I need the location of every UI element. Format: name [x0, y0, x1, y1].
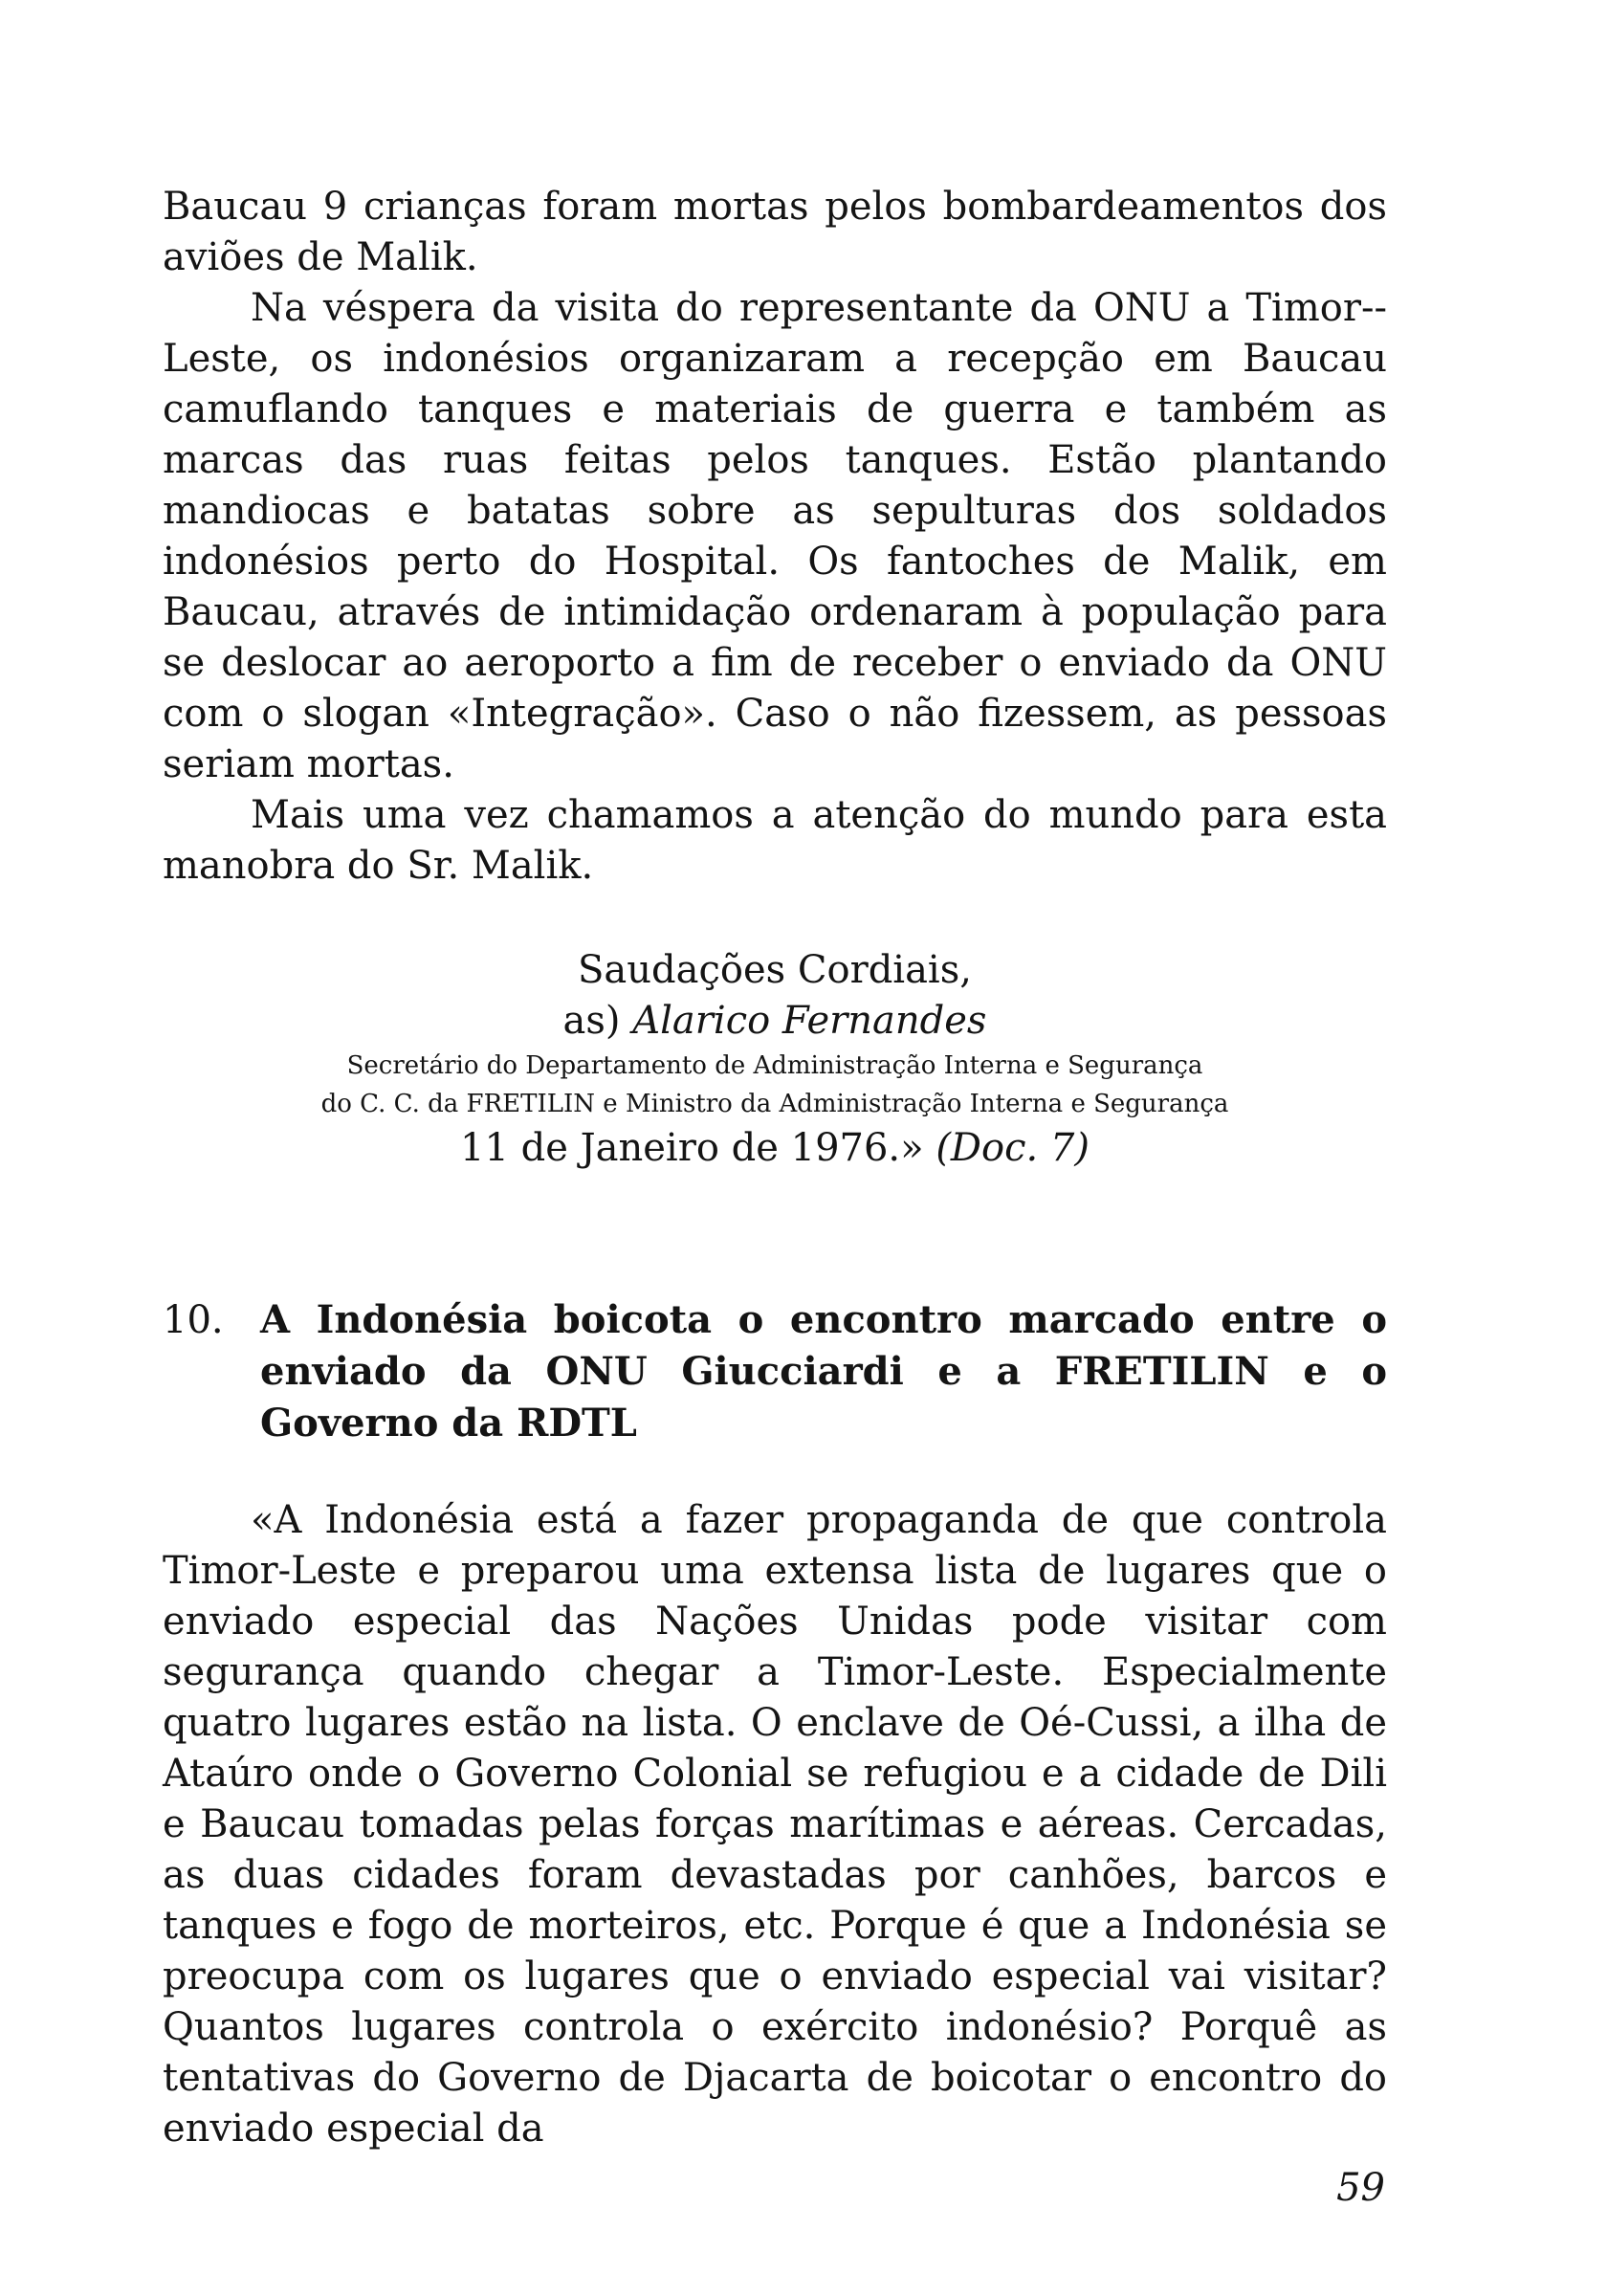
letter-date — [163, 1123, 1387, 1174]
page-content — [163, 182, 1387, 2154]
section-heading — [163, 1294, 1387, 1449]
greeting: Saudações Cordiais, — [578, 948, 972, 992]
date-text: 11 de Janeiro de 1976.» — [460, 1126, 924, 1170]
paragraph-2: Na véspera da visita do representante da ONU a Timor--Leste, os indonésios organizaram a recepção em Baucau camuflando tanques e materiais de guerra e também as marcas das ruas feitas pelos tanques. Estão plantando mandiocas e batatas sobre as sepulturas dos soldados indonésios perto do Hospital. Os fantoches de Malik, em Baucau, através de intimidação ordenaram à população para se deslocar ao aeroporto a fim de receber o enviado da ONU com o slogan «Integração». Caso o não fizessem, as pessoas seriam mortas. — [163, 286, 1387, 786]
paragraph-3: Mais uma vez chamamos a atenção do mundo para esta manobra do Sr. Malik. — [163, 793, 1387, 888]
paragraph-1: Baucau 9 crianças foram mortas pelos bombardeamentos dos aviões de Malik. — [163, 185, 1387, 279]
quote-block — [163, 1495, 1387, 2154]
role-line-1: Secretário do Departamento de Administração Interna e Segurança — [346, 1051, 1203, 1080]
signed-prefix: as) — [562, 999, 621, 1043]
letter-signoff — [163, 945, 1387, 1174]
section-title: A Indonésia boicota o encontro marcado entre o enviado da ONU Giucciardi e a FRETILIN e o Governo da RDTL — [260, 1297, 1387, 1446]
page-number: 59 — [1336, 2166, 1385, 2210]
body-paragraph: «A Indonésia está a fazer propaganda de que controla Timor-Leste e preparou uma extensa lista de lugares que o enviado especial das Nações Unidas pode visitar com segurança quando chegar a Timor-Leste. Especialmente quatro lugares estão na lista. O enclave de Oé-Cussi, a ilha de Ataúro onde o Governo Colonial se refugiou e a cidade de Dili e Baucau tomadas pelas forças marítimas e aéreas. Cercadas, as duas cidades foram devastadas por canhões, barcos e tanques e fogo de morteiros, etc. Porque é que a Indonésia se preocupa com os lugares que o enviado especial vai visitar? Quantos lugares controla o exército indonésio? Porquê as tentativas do Governo de Djacarta de boicotar o encontro do enviado especial da — [163, 1498, 1387, 2151]
signature-line — [163, 996, 1387, 1047]
role-line-2: do C. C. da FRETILIN e Ministro da Administração Interna e Segurança — [320, 1090, 1229, 1118]
doc-reference: (Doc. 7) — [936, 1126, 1090, 1170]
signatory-name: Alarico Fernandes — [632, 999, 987, 1043]
section-number: 10. — [163, 1298, 224, 1342]
